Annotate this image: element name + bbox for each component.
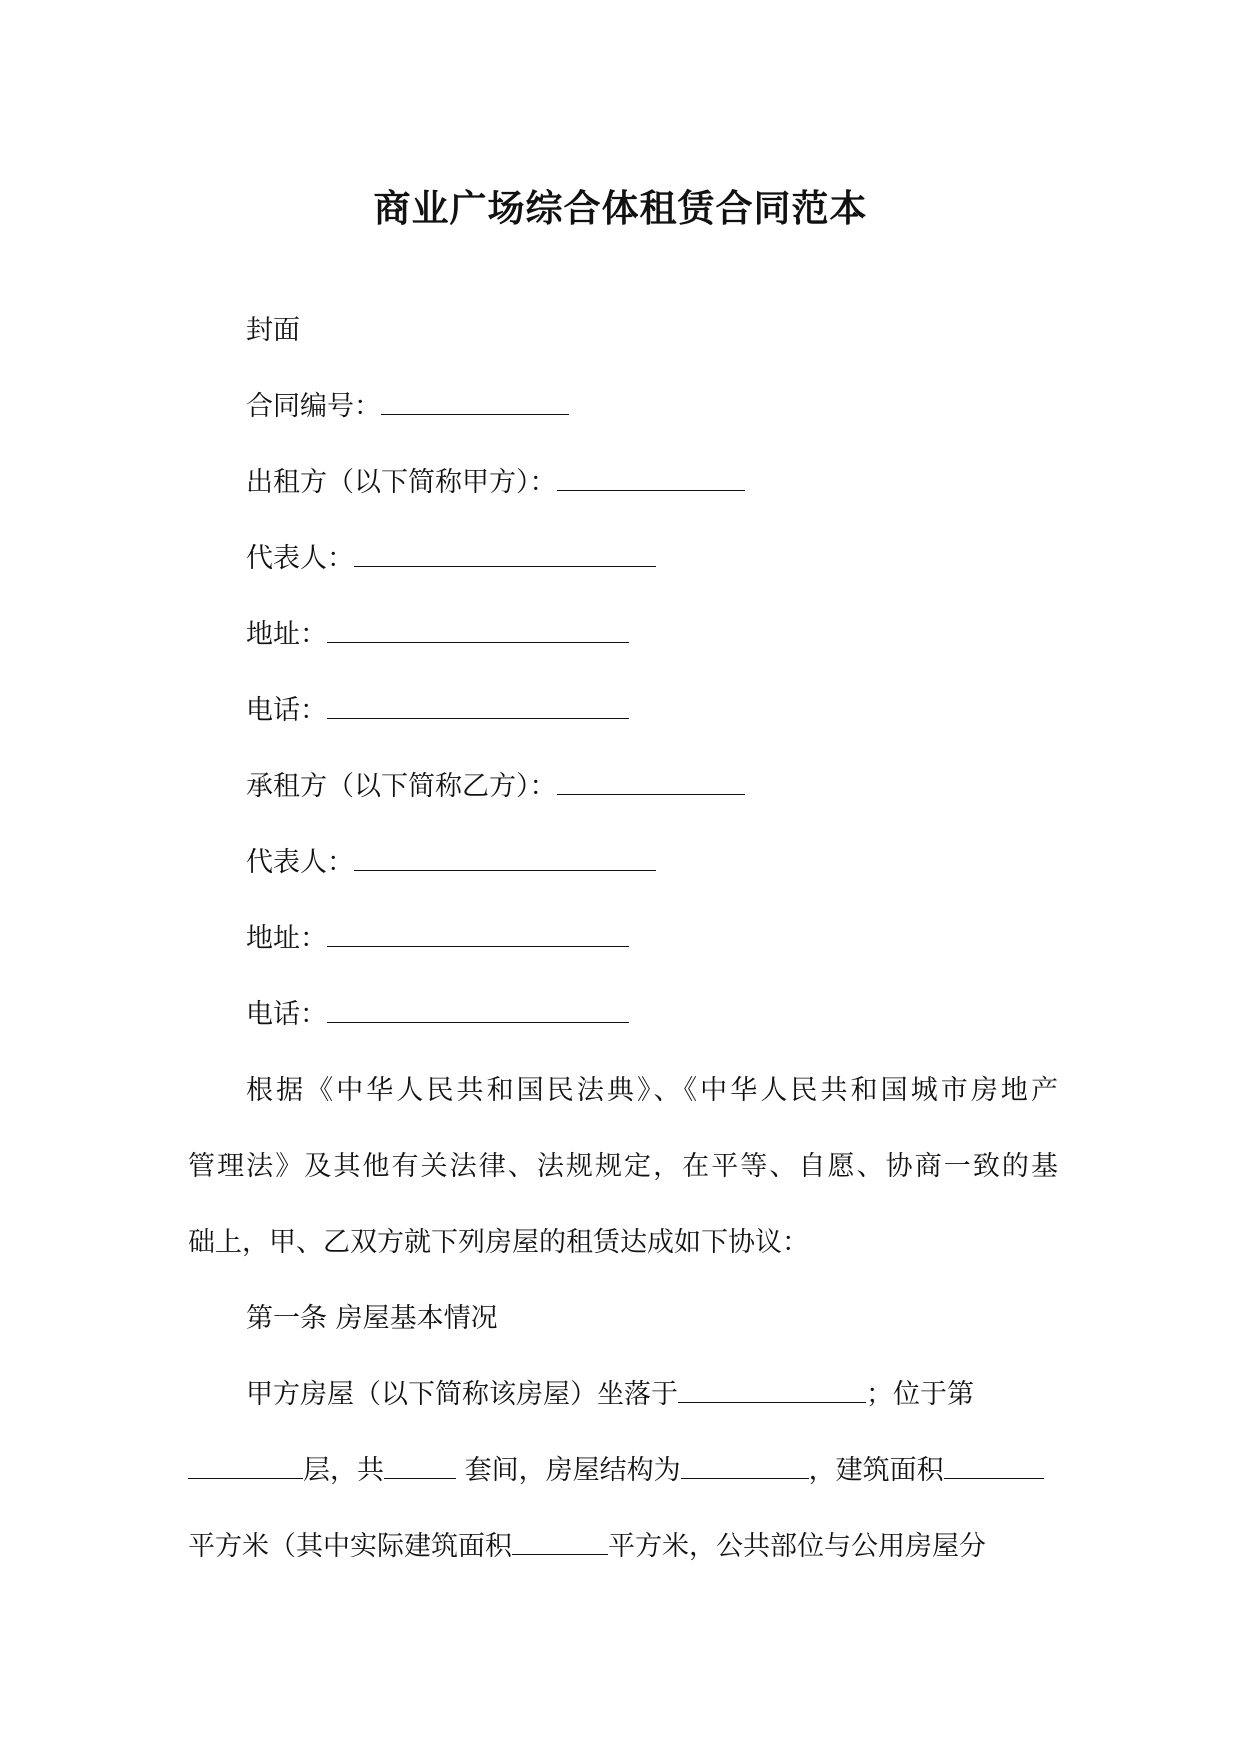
- structure-label: 套间，房屋结构为: [456, 1455, 681, 1486]
- property-location-blank[interactable]: [678, 1372, 866, 1403]
- lessor-phone-blank[interactable]: [327, 688, 629, 719]
- building-area-label: ，建筑面积: [808, 1455, 944, 1486]
- building-area-blank[interactable]: [944, 1448, 1044, 1479]
- room-count-blank[interactable]: [384, 1448, 456, 1479]
- lessor-phone-line: [188, 688, 1058, 764]
- lessor-representative-label: 代表人：: [246, 543, 354, 574]
- document-body: [188, 308, 1058, 1600]
- basis-paragraph-line-3: 础上，甲、乙双方就下列房屋的租赁达成如下协议：: [188, 1227, 809, 1258]
- cover-label: 封面: [246, 315, 300, 346]
- actual-area-blank[interactable]: [512, 1524, 608, 1555]
- basis-paragraph-line-1: 根据《中华人民共和国民法典》、《中华人民共和国城市房地产: [246, 1075, 1058, 1106]
- lessor-label: 出租方（以下简称甲方）：: [246, 467, 557, 498]
- lessor-address-label: 地址：: [246, 619, 327, 650]
- basis-paragraph-line-2: 管理法》及其他有关法律、法规规定，在平等、自愿、协商一致的基: [188, 1151, 1058, 1182]
- contract-number-label: 合同编号：: [246, 391, 381, 422]
- structure-blank[interactable]: [681, 1448, 809, 1479]
- article-1-line-1: [188, 1372, 1058, 1448]
- lessor-phone-label: 电话：: [246, 695, 327, 726]
- lessee-address-blank[interactable]: [327, 916, 629, 947]
- lessor-address-line: [188, 612, 1058, 688]
- lessor-representative-line: [188, 536, 1058, 612]
- lessor-address-blank[interactable]: [327, 612, 629, 643]
- lessor-line: [188, 460, 1058, 536]
- floor-prefix-label: ；位于第: [866, 1379, 974, 1410]
- contract-number-line: [188, 384, 1058, 460]
- lessee-line: [188, 764, 1058, 840]
- lessor-representative-blank[interactable]: [354, 536, 656, 567]
- shared-area-label: 平方米，公共部位与公用房屋分: [608, 1531, 986, 1562]
- lessee-representative-blank[interactable]: [354, 840, 656, 871]
- lessee-blank[interactable]: [557, 764, 745, 795]
- lessee-phone-label: 电话：: [246, 999, 327, 1030]
- lessor-blank[interactable]: [557, 460, 745, 491]
- floor-number-blank[interactable]: [188, 1448, 303, 1479]
- lessee-phone-line: [188, 992, 1058, 1068]
- article-1-line-3: [188, 1524, 1058, 1600]
- actual-area-label: 平方米（其中实际建筑面积: [188, 1531, 512, 1562]
- floor-suffix-label: 层，共: [303, 1455, 384, 1486]
- lessee-address-label: 地址：: [246, 923, 327, 954]
- lessee-phone-blank[interactable]: [327, 992, 629, 1023]
- lessee-representative-label: 代表人：: [246, 847, 354, 878]
- article-1-line-2: [188, 1448, 1058, 1524]
- contract-number-blank[interactable]: [381, 384, 569, 415]
- article-1-heading: 第一条 房屋基本情况: [246, 1303, 498, 1334]
- lessee-label: 承租方（以下简称乙方）：: [246, 771, 557, 802]
- lessee-representative-line: [188, 840, 1058, 916]
- property-location-label: 甲方房屋（以下简称该房屋）坐落于: [246, 1379, 678, 1410]
- lessee-address-line: [188, 916, 1058, 992]
- document-title: 商业广场综合体租赁合同范本: [373, 186, 868, 230]
